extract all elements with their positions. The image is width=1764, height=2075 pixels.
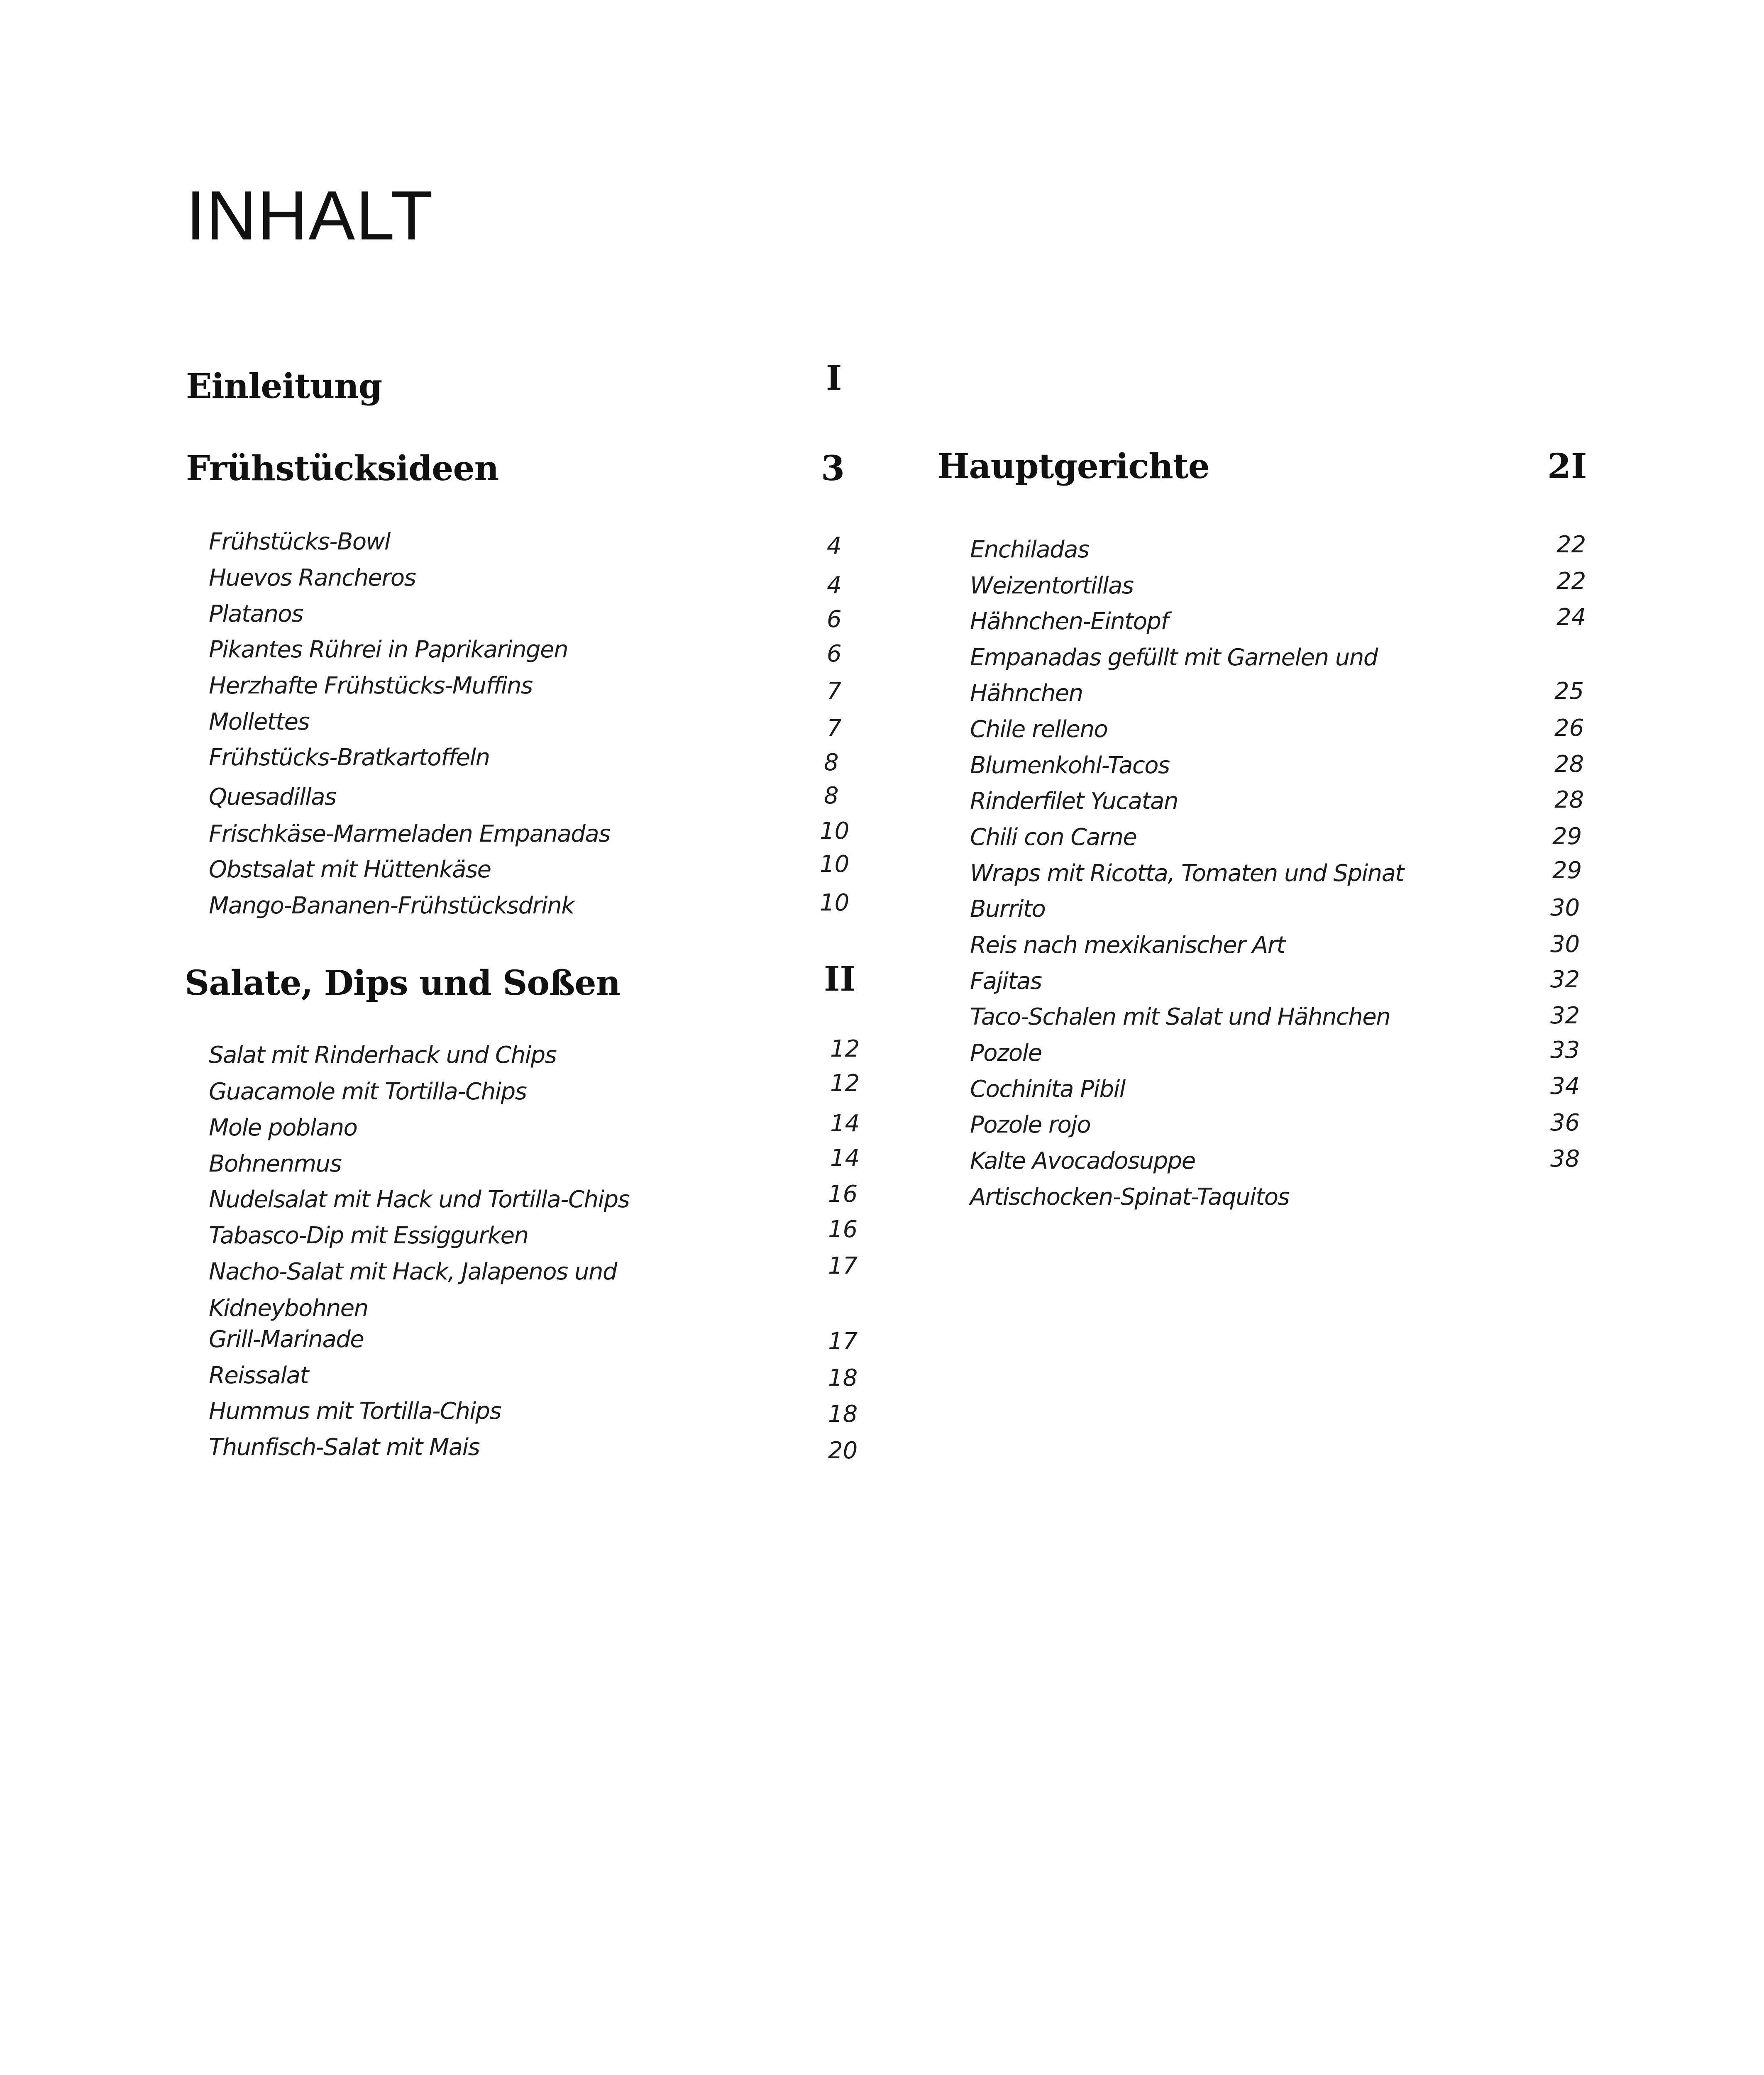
entry-page: 12 <box>830 1035 860 1062</box>
entry-page: 7 <box>827 715 842 742</box>
entry-label-continued: Hähnchen <box>970 680 1083 707</box>
entry-label: Herzhafte Frühstücks-Muffins <box>209 672 533 699</box>
entry-label: Cochinita Pibil <box>970 1076 1125 1103</box>
entry-page: 4 <box>827 572 842 599</box>
section-page-fruehstueck: 3 <box>821 449 845 488</box>
entry-page: 26 <box>1554 715 1584 742</box>
entry-label: Pikantes Rührei in Paprikaringen <box>209 636 568 663</box>
entry-page: 6 <box>827 640 842 667</box>
entry-page: 4 <box>827 532 842 559</box>
entry-label: Salat mit Rinderhack und Chips <box>209 1042 557 1069</box>
entry-label: Obstsalat mit Hüttenkäse <box>209 856 491 883</box>
entry-label: Tabasco-Dip mit Essiggurken <box>209 1222 528 1249</box>
entry-label: Kalte Avocadosuppe <box>970 1147 1195 1174</box>
entry-label: Thunfisch-Salat mit Mais <box>209 1434 480 1461</box>
entry-page: 16 <box>828 1181 858 1208</box>
entry-page: 10 <box>820 851 850 878</box>
entry-label: Platanos <box>209 601 303 627</box>
entry-page: 17 <box>828 1328 858 1355</box>
entry-label: Empanadas gefüllt mit Garnelen und <box>970 644 1378 671</box>
entry-page: 36 <box>1550 1109 1580 1136</box>
section-heading-hauptgerichte: Hauptgerichte <box>937 447 1209 486</box>
entry-page: 7 <box>827 678 842 705</box>
entry-label: Mango-Bananen-Frühstücksdrink <box>209 892 574 919</box>
section-page-hauptgerichte: 2I <box>1547 447 1587 486</box>
entry-page: 29 <box>1552 823 1582 850</box>
entry-page: 30 <box>1550 894 1580 921</box>
entry-label: Mollettes <box>209 708 310 735</box>
entry-page: 28 <box>1554 751 1584 778</box>
entry-label: Chile relleno <box>970 716 1108 743</box>
entry-label: Reis nach mexikanischer Art <box>970 932 1285 959</box>
entry-page: 20 <box>828 1437 858 1464</box>
entry-label: Chili con Carne <box>970 824 1137 851</box>
entry-label: Mole poblano <box>209 1114 357 1141</box>
entry-page: 8 <box>824 749 839 776</box>
entry-page: 12 <box>830 1070 860 1097</box>
entry-label: Enchiladas <box>970 536 1089 563</box>
entry-page: 30 <box>1550 931 1580 958</box>
entry-page: 10 <box>820 818 850 845</box>
entry-label: Burrito <box>970 896 1046 923</box>
entry-label: Artischocken-Spinat-Taquitos <box>970 1184 1290 1211</box>
entry-page: 24 <box>1556 604 1586 631</box>
entry-page: 32 <box>1550 966 1580 993</box>
entry-page: 22 <box>1556 568 1586 595</box>
entry-label: Hummus mit Tortilla-Chips <box>209 1398 501 1425</box>
entry-label: Quesadillas <box>209 784 336 810</box>
section-page-salate: II <box>824 959 856 999</box>
entry-label: Blumenkohl-Tacos <box>970 752 1170 779</box>
entry-page: 29 <box>1552 857 1582 884</box>
entry-page: 14 <box>830 1145 860 1172</box>
entry-label: Taco-Schalen mit Salat und Hähnchen <box>970 1003 1390 1030</box>
entry-label: Frühstücks-Bratkartoffeln <box>209 744 490 771</box>
entry-page: 38 <box>1550 1145 1580 1172</box>
entry-page: 14 <box>830 1110 860 1137</box>
entry-page: 18 <box>828 1401 858 1428</box>
entry-page: 10 <box>820 889 850 916</box>
entry-label-continued: Kidneybohnen <box>209 1295 368 1322</box>
entry-label: Guacamole mit Tortilla-Chips <box>209 1078 527 1105</box>
entry-page: 28 <box>1554 786 1584 813</box>
section-page-einleitung: I <box>826 358 842 398</box>
entry-page: 18 <box>828 1365 858 1391</box>
page-title: INHALT <box>186 176 434 254</box>
entry-label: Rinderfilet Yucatan <box>970 788 1178 815</box>
entry-page: 6 <box>827 606 842 633</box>
entry-label: Frühstücks-Bowl <box>209 528 390 555</box>
entry-label: Wraps mit Ricotta, Tomaten und Spinat <box>970 860 1404 887</box>
entry-label: Huevos Rancheros <box>209 564 416 591</box>
entry-label: Pozole <box>970 1040 1042 1067</box>
entry-page: 22 <box>1556 531 1586 558</box>
entry-label: Reissalat <box>209 1362 308 1389</box>
entry-label: Pozole rojo <box>970 1111 1091 1138</box>
entry-label: Nacho-Salat mit Hack, Jalapenos und <box>209 1258 617 1285</box>
entry-page: 17 <box>828 1252 858 1279</box>
entry-label: Nudelsalat mit Hack und Tortilla-Chips <box>209 1186 630 1213</box>
section-heading-salate: Salate, Dips und Soßen <box>185 963 621 1003</box>
entry-label: Hähnchen-Eintopf <box>970 608 1168 635</box>
entry-label: Fajitas <box>970 968 1042 995</box>
entry-page: 33 <box>1550 1037 1580 1064</box>
entry-page: 8 <box>824 782 839 809</box>
entry-label: Frischkäse-Marmeladen Empanadas <box>209 820 610 847</box>
section-heading-fruehstueck: Frühstücksideen <box>186 449 499 488</box>
entry-page: 16 <box>828 1216 858 1243</box>
entry-page: 25 <box>1554 678 1584 705</box>
section-heading-einleitung: Einleitung <box>186 366 382 406</box>
entry-page: 32 <box>1550 1002 1580 1029</box>
entry-page: 34 <box>1550 1073 1580 1100</box>
entry-label: Grill-Marinade <box>209 1326 364 1353</box>
entry-label: Weizentortillas <box>970 572 1134 599</box>
entry-label: Bohnenmus <box>209 1150 342 1177</box>
